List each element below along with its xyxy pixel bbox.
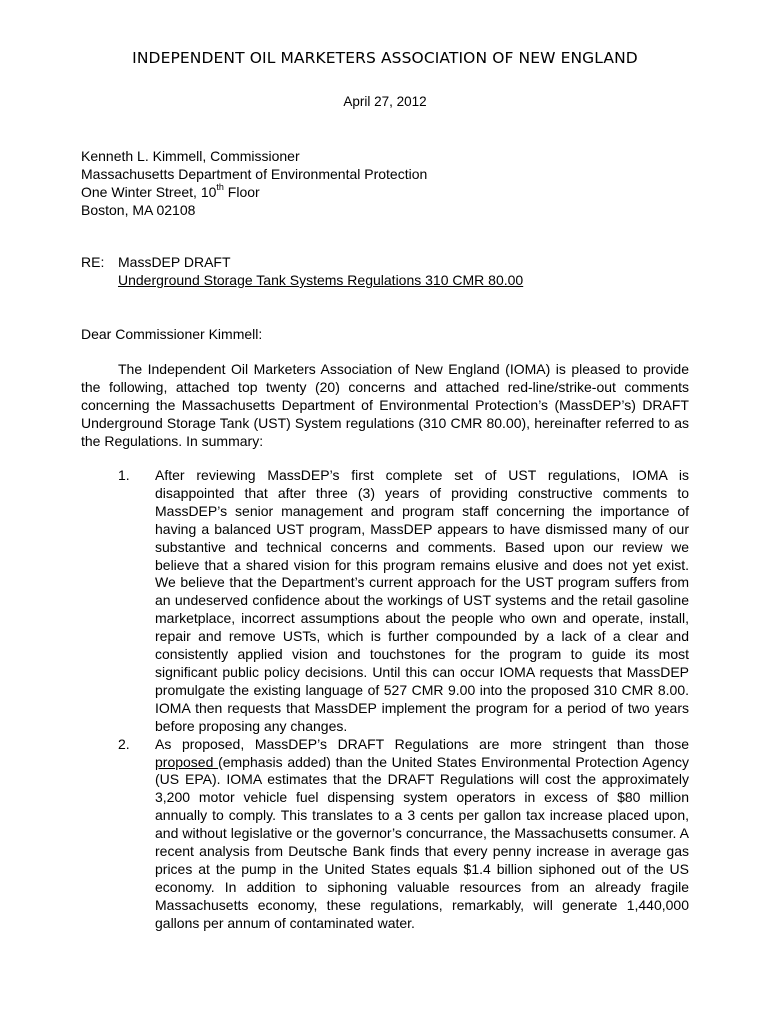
subject-line-1: MassDEP DRAFT: [118, 254, 231, 270]
subject-line-2: Underground Storage Tank Systems Regulations 310 CMR 80.00: [118, 272, 524, 288]
item-text-underlined: proposed: [155, 753, 219, 770]
list-item: [81, 736, 689, 933]
list-item-number: 2.: [118, 735, 130, 752]
organization-title: INDEPENDENT OIL MARKETERS ASSOCIATION OF NEW ENGLAND: [132, 49, 638, 67]
address-line-street: [81, 183, 689, 201]
item-text-rest: (emphasis added) than the United States Environmental Protection Agency (US EPA). IOMA estimates that the DRAFT Regulations will cost the approximately 3,200 motor vehicle fuel dispensing system operators in excess of $80 million annually to comply. This translates to a 3 cents per gallon tax increase placed upon, and without legislative or the governor’s concurrance, the Massachusetts consumer. A recent analysis from Deutsche Bank finds that every penny increase in average gas prices at the pump in the United States equals $1.4 billion siphoned out of the US economy. In addition to siphoning valuable resources from an already fragile Massachusetts economy, these regulations, remarkably, will generate 1,440,000 gallons per annum of contaminated water.: [155, 753, 689, 931]
item-text-start: As proposed, MassDEP’s DRAFT Regulations are more stringent than those: [155, 735, 689, 752]
list-item-text: [155, 736, 689, 933]
street-floor: Floor: [223, 184, 260, 200]
list-item-number: 1.: [118, 467, 130, 483]
letter-date: April 27, 2012: [343, 94, 427, 109]
street-superscript: th: [216, 182, 224, 193]
list-item: [81, 467, 689, 736]
address-line-department: Massachusetts Department of Environmental Protection: [81, 166, 428, 182]
recipient-address: [81, 147, 689, 219]
salutation: Dear Commissioner Kimmell:: [81, 326, 263, 342]
intro-paragraph: The Independent Oil Marketers Association of New England (IOMA) is pleased to provide the following, attached top twenty (20) concerns and attached red-line/strike-out comments concerning the Massachusetts Department of Environmental Protection’s (MassDEP’s) DRAFT Underground Storage Tank (UST) System regulations (310 CMR 80.00), hereinafter referred to as the Regulations. In summary:: [81, 361, 689, 449]
address-line-city: Boston, MA 02108: [81, 202, 196, 218]
list-item-text: After reviewing MassDEP’s first complete set of UST regulations, IOMA is disappointed that after three (3) years of providing constructive comments to MassDEP’s senior management and program staff concerning the importance of having a balanced UST program, MassDEP appears to have dismissed many of our substantive and technical concerns and comments. Based upon our review we believe that a shared vision for this program remains elusive and does not yet exist. We believe that the Department’s current approach for the UST program suffers from an undeserved confidence about the workings of UST systems and the retail gasoline marketplace, incorrect assumptions about the people who own and operate, install, repair and remove USTs, which is further compounded by a lack of a clear and consistently applied vision and touchstones for the program to guide its most significant public policy decisions. Until this can occur IOMA requests that MassDEP promulgate the existing language of 527 CMR 9.00 into the proposed 310 CMR 8.00. IOMA then requests that MassDEP implement the program for a period of two years before proposing any changes.: [155, 467, 689, 734]
subject-block: [81, 253, 689, 289]
address-line-name: Kenneth L. Kimmell, Commissioner: [81, 148, 300, 164]
concerns-list: [81, 467, 689, 933]
subject-label: RE:: [81, 254, 105, 270]
street-text: One Winter Street, 10: [81, 184, 217, 200]
